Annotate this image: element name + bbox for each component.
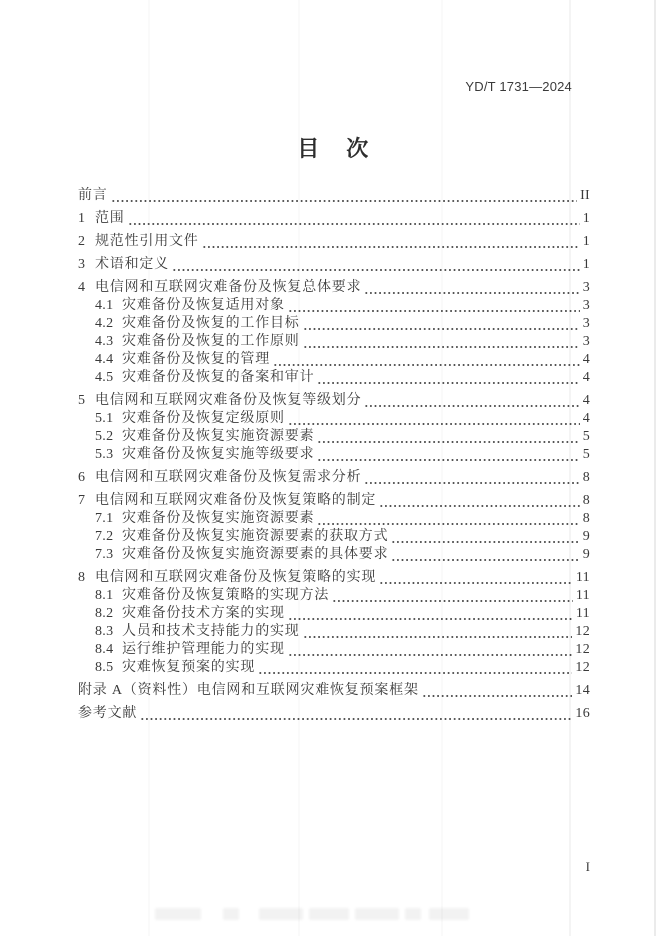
toc-entry-number: 5	[78, 393, 86, 408]
toc-entry	[78, 682, 590, 700]
toc-entry-label: 灾难备份及恢复策略的实现方法	[122, 588, 330, 603]
toc-entry	[78, 546, 590, 564]
toc-entry-page: 4	[582, 393, 590, 408]
toc-entry	[78, 569, 590, 587]
toc-entry-number: 8.2	[95, 606, 114, 621]
toc-entry-number: 3	[78, 257, 86, 272]
toc-entry-label: 参考文献	[78, 706, 138, 721]
page-edge-line	[654, 0, 656, 936]
toc-entry-number: 8.5	[95, 660, 114, 675]
toc-entry-page: 11	[575, 588, 590, 603]
toc-entry	[78, 315, 590, 333]
dot-leader	[391, 540, 579, 544]
dot-leader	[288, 309, 580, 313]
toc-entry-number: 5.2	[95, 429, 114, 444]
toc-entry-label: 灾难恢复预案的实现	[122, 660, 256, 675]
dot-leader	[273, 363, 580, 367]
dot-leader	[332, 599, 573, 603]
dot-leader	[391, 558, 579, 562]
toc-entry-number: 7.3	[95, 547, 114, 562]
toc-entry	[78, 605, 590, 623]
watermark-blob	[429, 908, 469, 920]
toc-entry-label: 灾难备份及恢复实施资源要素	[122, 511, 315, 526]
toc-entry-label: 灾难备份及恢复的备案和审计	[122, 370, 315, 385]
toc-entry-number: 6	[78, 470, 86, 485]
toc-entry	[78, 492, 590, 510]
toc-entry-label: 电信网和互联网灾难备份及恢复需求分析	[95, 470, 362, 485]
toc-entry	[78, 446, 590, 464]
dot-leader	[140, 717, 572, 721]
toc-entry	[78, 351, 590, 369]
dot-leader	[111, 199, 577, 203]
watermark-blob	[259, 908, 303, 920]
watermark-blob	[309, 908, 349, 920]
dot-leader	[303, 635, 573, 639]
page-number: I	[585, 859, 590, 874]
toc-entry-number: 8	[78, 570, 86, 585]
toc-entry-number: 5.1	[95, 411, 114, 426]
toc-entry-number: 5.3	[95, 447, 114, 462]
toc-entry-number: 4.1	[95, 298, 114, 313]
toc-entry-page: 3	[582, 280, 590, 295]
toc-entry	[78, 256, 590, 274]
dot-leader	[288, 422, 580, 426]
toc-entry-page: 1	[582, 234, 590, 249]
toc-entry	[78, 233, 590, 251]
watermark-blob	[405, 908, 421, 920]
toc-entry	[78, 210, 590, 228]
dot-leader	[303, 327, 580, 331]
toc-entry-label: 灾难备份及恢复实施资源要素的获取方式	[122, 529, 389, 544]
toc-entry-page: 11	[575, 606, 590, 621]
dot-leader	[379, 581, 573, 585]
toc-entry	[78, 705, 590, 723]
toc-entry-page: 9	[582, 547, 590, 562]
toc-entry-label: 电信网和互联网灾难备份及恢复策略的实现	[95, 570, 377, 585]
toc-entry-number: 8.1	[95, 588, 114, 603]
footer-watermark	[155, 906, 511, 921]
dot-leader	[317, 522, 579, 526]
dot-leader	[258, 671, 572, 675]
toc-entry-number: 4.2	[95, 316, 114, 331]
toc-entry-page: 3	[582, 316, 590, 331]
toc-entry-number: 4.3	[95, 334, 114, 349]
toc-entry-page: 8	[582, 470, 590, 485]
toc-entry	[78, 623, 590, 641]
toc-entry-label: 电信网和互联网灾难备份及恢复策略的制定	[95, 493, 377, 508]
toc-entry-label: 灾难备份及恢复定级原则	[122, 411, 285, 426]
toc-entry-page: 5	[582, 429, 590, 444]
toc-entry-page: 5	[582, 447, 590, 462]
toc-entry	[78, 659, 590, 677]
toc-entry-label: 灾难备份及恢复的工作目标	[122, 316, 300, 331]
toc-entry-label: 电信网和互联网灾难备份及恢复等级划分	[95, 393, 362, 408]
toc-entry-number: 7	[78, 493, 86, 508]
dot-leader	[288, 653, 573, 657]
toc-entry	[78, 410, 590, 428]
toc-entry-page: 9	[582, 529, 590, 544]
toc-entry-page: 8	[582, 493, 590, 508]
toc-entry-label: 规范性引用文件	[95, 234, 199, 249]
toc-entry-page: 4	[582, 411, 590, 426]
toc-entry-page: 12	[575, 624, 590, 639]
toc-entry	[78, 333, 590, 351]
dot-leader	[202, 245, 580, 249]
toc-entry-page: 11	[575, 570, 590, 585]
toc-entry	[78, 279, 590, 297]
toc-entry-label: 运行维护管理能力的实现	[122, 642, 285, 657]
toc-entry	[78, 428, 590, 446]
toc-entry-number: 2	[78, 234, 86, 249]
dot-leader	[128, 222, 580, 226]
dot-leader	[379, 504, 579, 508]
toc-entry	[78, 369, 590, 387]
toc-entry-number: 1	[78, 211, 86, 226]
toc-entry-number: 4.4	[95, 352, 114, 367]
toc-entry	[78, 528, 590, 546]
toc-entry-label: 灾难备份技术方案的实现	[122, 606, 285, 621]
dot-leader	[288, 617, 573, 621]
toc-entry	[78, 469, 590, 487]
toc-entry-label: 灾难备份及恢复实施等级要求	[122, 447, 315, 462]
toc-entry-label: 术语和定义	[95, 257, 169, 272]
toc-entry	[78, 587, 590, 605]
watermark-blob	[355, 908, 399, 920]
toc-entry-page: 12	[575, 642, 590, 657]
toc-entry-label: 灾难备份及恢复的工作原则	[122, 334, 300, 349]
dot-leader	[317, 458, 579, 462]
toc-entry-page: 8	[582, 511, 590, 526]
toc-list	[78, 187, 590, 723]
toc-entry-label: 附录 A（资料性）电信网和互联网灾难恢复预案框架	[78, 683, 419, 698]
doc-number-header: YD/T 1731—2024	[465, 79, 572, 94]
toc-entry-number: 4	[78, 280, 86, 295]
dot-leader	[172, 268, 580, 272]
toc-entry-page: 16	[575, 706, 590, 721]
toc-entry-label: 人员和技术支持能力的实现	[122, 624, 300, 639]
toc-entry-page: 3	[582, 298, 590, 313]
toc-entry-page: 14	[575, 683, 590, 698]
toc-entry-label: 灾难备份及恢复实施资源要素的具体要求	[122, 547, 389, 562]
dot-leader	[317, 381, 579, 385]
dot-leader	[364, 481, 579, 485]
toc-entry	[78, 641, 590, 659]
toc-entry-page: 4	[582, 352, 590, 367]
toc-title: 目 次	[297, 136, 371, 161]
watermark-blob	[223, 908, 239, 920]
dot-leader	[317, 440, 579, 444]
toc-entry	[78, 392, 590, 410]
toc-entry-page: 3	[582, 334, 590, 349]
toc-entry-page: 4	[582, 370, 590, 385]
toc-entry-label: 前言	[78, 188, 108, 203]
toc-entry-page: 1	[582, 211, 590, 226]
watermark-blob	[155, 908, 201, 920]
toc-entry-label: 范围	[95, 211, 125, 226]
dot-leader	[303, 345, 580, 349]
dot-leader	[364, 404, 579, 408]
dot-leader	[364, 291, 579, 295]
toc-entry-number: 8.4	[95, 642, 114, 657]
toc-entry	[78, 187, 590, 205]
toc-entry-label: 灾难备份及恢复的管理	[122, 352, 270, 367]
toc-entry-label: 灾难备份及恢复适用对象	[122, 298, 285, 313]
toc-entry-page: 1	[582, 257, 590, 272]
toc-entry-number: 4.5	[95, 370, 114, 385]
toc-entry-page: 12	[575, 660, 590, 675]
dot-leader	[422, 694, 573, 698]
toc-entry-label: 灾难备份及恢复实施资源要素	[122, 429, 315, 444]
toc-entry-number: 7.1	[95, 511, 114, 526]
toc-entry-number: 8.3	[95, 624, 114, 639]
toc-entry-label: 电信网和互联网灾难备份及恢复总体要求	[95, 280, 362, 295]
toc-entry-number: 7.2	[95, 529, 114, 544]
toc-entry	[78, 510, 590, 528]
toc-entry-page: II	[580, 188, 590, 203]
toc-entry	[78, 297, 590, 315]
